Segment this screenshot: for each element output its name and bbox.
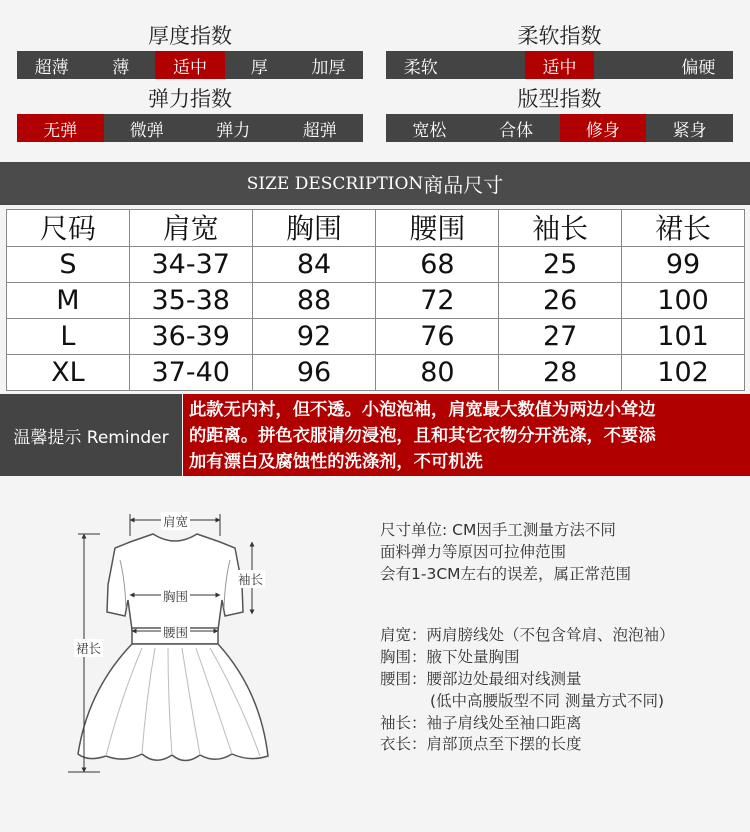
note-line: 面料弹力等原因可拉伸范围	[380, 542, 567, 561]
softness-option: 柔软	[403, 57, 438, 78]
table-cell: 92	[252, 319, 376, 355]
table-row	[7, 319, 745, 355]
elasticity-scale	[17, 114, 363, 142]
thickness-option: 加厚	[311, 57, 346, 78]
table-row	[7, 355, 745, 391]
dress-measurement-diagram	[60, 500, 360, 790]
thickness-scale	[17, 51, 363, 79]
table-cell: 36-39	[129, 319, 252, 355]
reminder-label: 温馨提示 Reminder	[0, 394, 182, 476]
softness-title: 柔软指数	[517, 24, 602, 48]
fit-title: 版型指数	[517, 87, 602, 111]
definition-line: 胸围：腋下处量胸围	[380, 648, 520, 667]
label-shoulder: 肩宽	[163, 514, 189, 529]
label-length: 裙长	[76, 641, 102, 656]
table-cell: 68	[376, 247, 499, 283]
table-header-row	[7, 210, 745, 247]
softness-option: 偏硬	[681, 57, 716, 78]
table-cell: 96	[252, 355, 376, 391]
elasticity-title: 弹力指数	[148, 87, 232, 111]
banner-cn: 商品尺寸	[423, 173, 504, 197]
fit-scale	[386, 114, 733, 142]
definition-line: 肩宽：两肩膀线处（不包含耸肩、泡泡袖）	[380, 626, 675, 645]
table-cell: S	[7, 247, 130, 283]
label-chest: 胸围	[163, 589, 189, 604]
elasticity-option: 微弹	[129, 120, 164, 141]
table-cell: 102	[622, 355, 745, 391]
definition-line: (低中高腰版型不同 测量方式不同)	[430, 691, 665, 710]
table-cell: 88	[252, 283, 376, 319]
table-row	[7, 283, 745, 319]
table-cell: 101	[622, 319, 745, 355]
table-cell: L	[7, 319, 130, 355]
label-sleeve: 袖长	[238, 572, 264, 587]
table-cell: 80	[376, 355, 499, 391]
table-cell: 27	[499, 319, 622, 355]
thickness-option: 薄	[112, 57, 130, 78]
table-cell: 34-37	[129, 247, 252, 283]
softness-option-selected: 适中	[525, 51, 594, 79]
table-cell: 35-38	[129, 283, 252, 319]
fit-option-selected: 修身	[560, 114, 647, 142]
thickness-option-selected: 适中	[155, 51, 224, 79]
elasticity-option-selected: 无弹	[17, 114, 104, 142]
spacer	[380, 585, 740, 625]
table-row	[7, 247, 745, 283]
table-cell: 37-40	[129, 355, 252, 391]
fit-option: 合体	[499, 120, 534, 141]
table-cell: XL	[7, 355, 130, 391]
table-cell: 100	[622, 283, 745, 319]
table-cell: M	[7, 283, 130, 319]
header-shoulder: 肩宽	[129, 210, 252, 247]
softness-option	[455, 51, 524, 79]
note-line: 会有1-3CM左右的误差，属正常范围	[380, 564, 632, 583]
header-size: 尺码	[7, 210, 130, 247]
thickness-option: 厚	[250, 57, 268, 78]
size-table	[6, 209, 745, 391]
table-cell: 76	[376, 319, 499, 355]
dress-icon	[60, 500, 360, 790]
fit-option: 紧身	[672, 120, 707, 141]
reminder-line: 加有漂白及腐蚀性的洗涤剂，不可机洗	[189, 452, 483, 472]
reminder-text	[183, 394, 750, 476]
softness-option	[594, 51, 663, 79]
thickness-title: 厚度指数	[148, 24, 232, 48]
definition-line: 衣长：肩部顶点至下摆的长度	[380, 735, 582, 754]
definition-line: 腰围：腰部边处最细对线测量	[380, 669, 582, 688]
table-cell: 25	[499, 247, 622, 283]
measurement-notes	[380, 520, 740, 756]
header-waist: 腰围	[376, 210, 499, 247]
elasticity-option: 弹力	[216, 120, 251, 141]
thickness-option: 超薄	[34, 57, 69, 78]
header-sleeve: 袖长	[499, 210, 622, 247]
reminder-line: 的距离。拼色衣服请勿浸泡，且和其它衣物分开洗涤，不要添	[189, 426, 656, 446]
header-length: 裙长	[622, 210, 745, 247]
label-waist: 腰围	[163, 625, 189, 640]
softness-scale	[386, 51, 733, 79]
definition-line: 袖长：袖子肩线处至袖口距离	[380, 713, 582, 732]
table-cell: 72	[376, 283, 499, 319]
table-cell: 99	[622, 247, 745, 283]
banner-en: SIZE DESCRIPTION	[246, 173, 424, 194]
fit-option: 宽松	[412, 120, 447, 141]
size-description-banner	[0, 162, 750, 205]
header-chest: 胸围	[252, 210, 376, 247]
table-cell: 28	[499, 355, 622, 391]
table-cell: 26	[499, 283, 622, 319]
note-line: 尺寸单位: CM因手工测量方法不同	[380, 521, 616, 539]
reminder-line: 此款无内衬，但不透。小泡泡袖，肩宽最大数值为两边小耸边	[189, 400, 656, 420]
table-cell: 84	[252, 247, 376, 283]
elasticity-option: 超弹	[302, 120, 337, 141]
